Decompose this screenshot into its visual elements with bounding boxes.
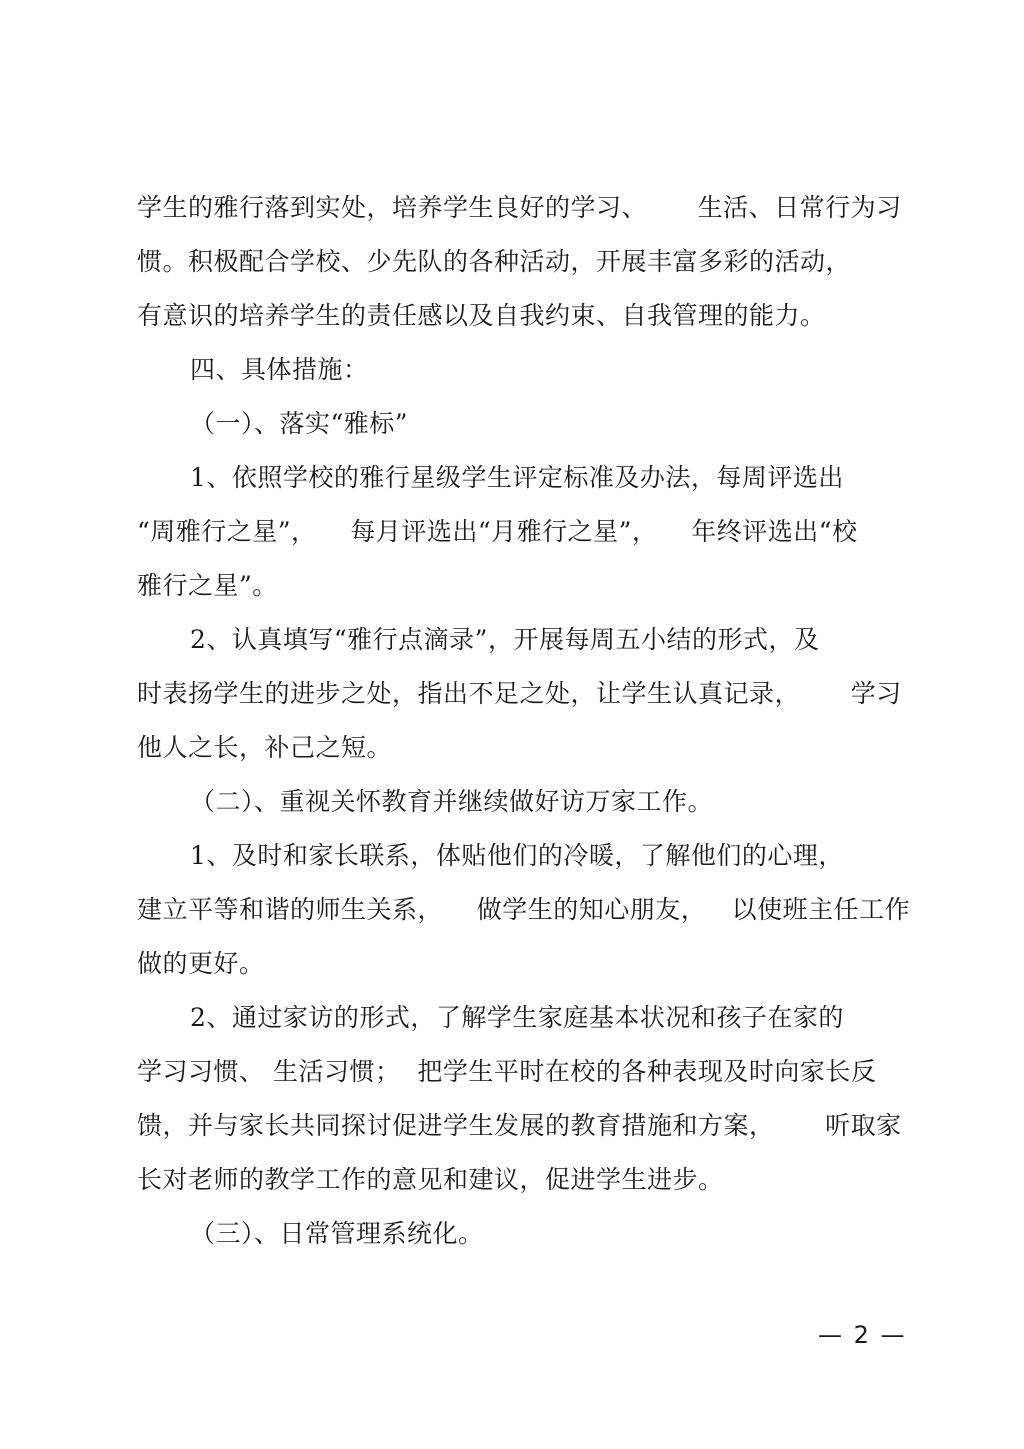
text-line-8: 雅行之星”。 bbox=[137, 571, 278, 600]
text-line-1: 学生的雅行落到实处，培养学生良好的学习、 生活、日常行为习 bbox=[137, 193, 902, 222]
text-line-9: 2、认真填写“雅行点滴录”，开展每周五小结的形式，及 bbox=[190, 625, 820, 654]
subheading-3: （三）、日常管理系统化。 bbox=[190, 1219, 484, 1248]
page-number: — 2 — bbox=[818, 1321, 907, 1349]
subheading-2: （二）、重视关怀教育并继续做好访万家工作。 bbox=[190, 787, 714, 816]
text-line-7: “周雅行之星”， 每月评选出“月雅行之星”， 年终评选出“校 bbox=[137, 517, 858, 546]
section-heading-measures: 四、具体措施： bbox=[190, 355, 369, 384]
text-line-18: 馈，并与家长共同探讨促进学生发展的教育措施和方案， 听取家 bbox=[137, 1111, 902, 1140]
text-line-17: 学习习惯、 生活习惯； 把学生平时在校的各种表现及时向家长反 bbox=[137, 1057, 877, 1086]
text-line-10: 时表扬学生的进步之处，指出不足之处，让学生认真记录， 学习 bbox=[137, 679, 902, 708]
text-line-19: 长对老师的教学工作的意见和建议，促进学生进步。 bbox=[137, 1165, 724, 1194]
text-line-14: 建立平等和谐的师生关系， 做学生的知心朋友， 以使班主任工作 bbox=[137, 895, 911, 924]
text-line-16: 2、通过家访的形式，了解学生家庭基本状况和孩子在家的 bbox=[190, 1003, 844, 1032]
text-line-2: 惯。积极配合学校、少先队的各种活动，开展丰富多彩的活动， bbox=[137, 247, 852, 276]
text-line-15: 做的更好。 bbox=[137, 949, 265, 978]
text-line-3: 有意识的培养学生的责任感以及自我约束、自我管理的能力。 bbox=[137, 301, 826, 330]
text-line-11: 他人之长，补己之短。 bbox=[137, 733, 393, 762]
subheading-1: （一）、落实“雅标” bbox=[190, 409, 409, 438]
text-line-13: 1、及时和家长联系，体贴他们的冷暖，了解他们的心理， bbox=[190, 841, 844, 870]
text-line-6: 1、依照学校的雅行星级学生评定标准及办法，每周评选出 bbox=[190, 463, 844, 492]
